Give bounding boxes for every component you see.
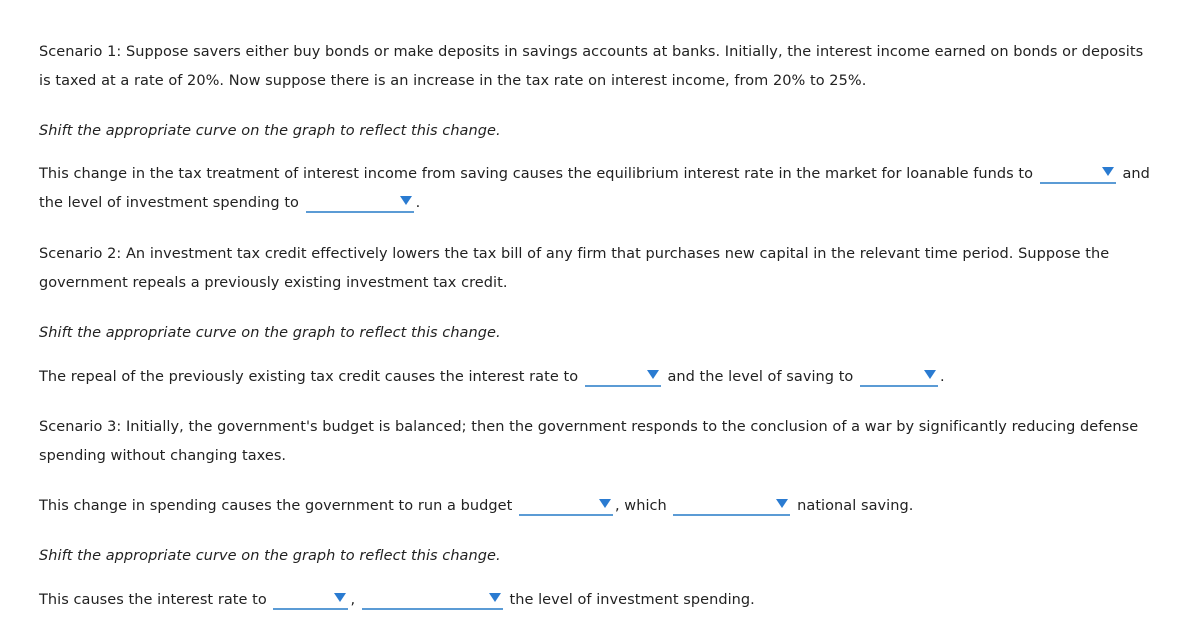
scenario1-question-line2	[39, 193, 420, 213]
chevron-down-icon	[924, 370, 936, 379]
scenario2-q-text3: .	[940, 369, 945, 385]
scenario3-q2-text1: This causes the interest rate to	[39, 592, 267, 608]
scenario1-question-line1	[39, 164, 1150, 184]
scenario1-line1: Scenario 1: Suppose savers either buy bonds or make deposits in savings accounts at banks. Initially, the interest income earned on bonds or deposits	[39, 44, 1144, 60]
interest-rate-dropdown-1[interactable]	[1040, 164, 1116, 184]
scenario1-line2: is taxed at a rate of 20%. Now suppose there is an increase in the tax rate on interest income, from 20% to 25%.	[39, 73, 867, 89]
scenario3-line2: spending without changing taxes.	[39, 448, 287, 464]
interest-rate-dropdown-2[interactable]	[585, 367, 661, 387]
scenario2-q-text1: The repeal of the previously existing tax credit causes the interest rate to	[39, 369, 579, 385]
saving-level-dropdown[interactable]	[860, 367, 938, 387]
scenario2-q-text2: and the level of saving to	[667, 369, 854, 385]
scenario3-instruction: Shift the appropriate curve on the graph to reflect this change.	[39, 548, 501, 564]
investment-spending-dropdown-1[interactable]	[306, 193, 414, 213]
scenario3-q2-text3: the level of investment spending.	[509, 592, 755, 608]
investment-spending-effect-dropdown[interactable]	[362, 590, 503, 610]
chevron-down-icon	[599, 499, 611, 508]
chevron-down-icon	[647, 370, 659, 379]
national-saving-effect-dropdown[interactable]	[673, 496, 790, 516]
scenario3-q2-text2: ,	[350, 592, 356, 608]
chevron-down-icon	[400, 196, 412, 205]
scenario1-q-text3: the level of investment spending to	[39, 195, 299, 211]
scenario3-line1: Scenario 3: Initially, the government's budget is balanced; then the government responds to the conclusion of a war by significantly reducing defense	[39, 419, 1139, 435]
budget-type-dropdown[interactable]	[519, 496, 613, 516]
scenario1-q-text4: .	[415, 195, 421, 211]
scenario1-q-text1: This change in the tax treatment of interest income from saving causes the equilibrium interest rate in the market for loanable funds to	[39, 166, 1034, 182]
scenario1-q-text2: and	[1122, 166, 1150, 182]
chevron-down-icon	[1102, 167, 1114, 176]
scenario2-question-line	[39, 367, 945, 387]
scenario1-instruction: Shift the appropriate curve on the graph to reflect this change.	[39, 123, 501, 139]
scenario2-instruction: Shift the appropriate curve on the graph to reflect this change.	[39, 325, 501, 341]
chevron-down-icon	[776, 499, 788, 508]
chevron-down-icon	[334, 593, 346, 602]
scenario2-line2: government repeals a previously existing investment tax credit.	[39, 275, 508, 291]
scenario3-q-text2: , which	[614, 498, 667, 514]
scenario3-question-line1	[39, 496, 913, 516]
chevron-down-icon	[489, 593, 501, 602]
interest-rate-dropdown-3[interactable]	[273, 590, 348, 610]
scenario3-q-text1: This change in spending causes the government to run a budget	[39, 498, 513, 514]
scenario3-q-text3: national saving.	[797, 498, 914, 514]
scenario2-line1: Scenario 2: An investment tax credit effectively lowers the tax bill of any firm that purchases new capital in the relevant time period. Suppose the	[39, 246, 1110, 262]
scenario3-question-line2	[39, 590, 755, 610]
